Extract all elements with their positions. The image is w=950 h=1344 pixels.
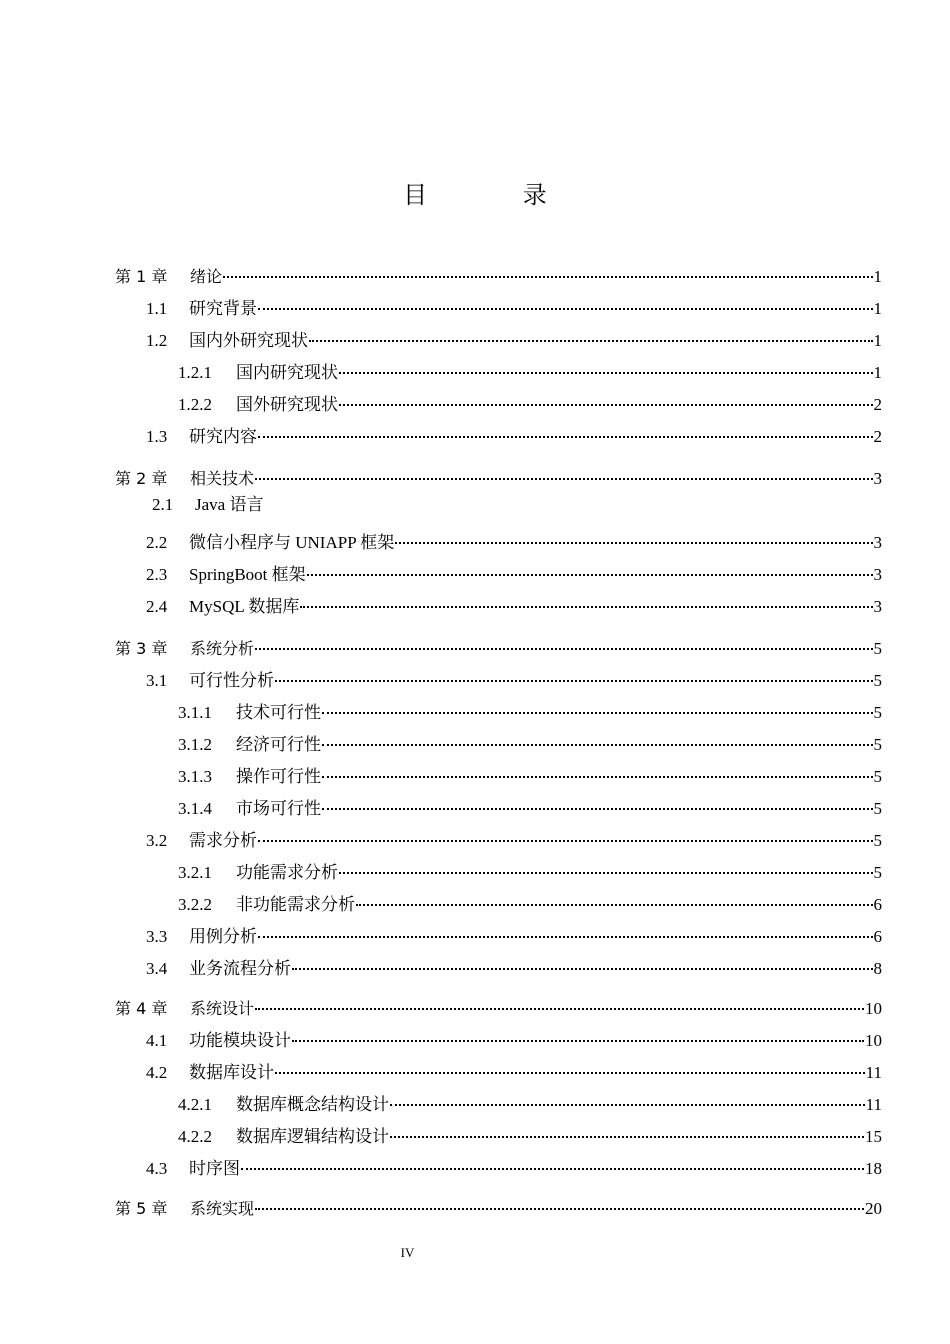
- toc-section-entry[interactable]: [178, 388, 882, 416]
- toc-entry-number: 3.1.2: [178, 735, 212, 754]
- toc-section-entry[interactable]: [146, 590, 882, 618]
- toc-entry-number: 3.2: [146, 831, 168, 850]
- toc-entry-title: 研究内容: [189, 427, 257, 446]
- toc-entry-title: 数据库逻辑结构设计: [236, 1127, 389, 1146]
- toc-entry-page: 5: [873, 863, 882, 882]
- toc-entry-page: 20: [865, 1199, 882, 1218]
- toc-entry-number: 第 3 章: [115, 639, 168, 658]
- toc-dot-leader: [339, 356, 873, 378]
- toc-entry-page: 3: [873, 533, 882, 552]
- toc-chapter-entry[interactable]: [115, 1192, 882, 1220]
- toc-dot-leader: [390, 1088, 865, 1110]
- toc-entry-number: 3.3: [146, 927, 168, 946]
- toc-entry-title: 国内外研究现状: [189, 331, 308, 350]
- toc-entry-title: 系统设计: [190, 999, 255, 1018]
- toc-entry-title: 时序图: [189, 1159, 240, 1178]
- toc-entry-title: MySQL 数据库: [189, 597, 300, 616]
- toc-dot-leader: [258, 824, 873, 846]
- toc-section-entry[interactable]: [178, 356, 882, 384]
- toc-entry-number: 2.2: [146, 533, 168, 552]
- toc-section-entry[interactable]: [146, 558, 882, 586]
- toc-entry-number: 3.2.2: [178, 895, 212, 914]
- toc-entry-page: 2: [873, 427, 882, 446]
- toc-entry-page: 10: [865, 1031, 882, 1050]
- toc-dot-leader: [292, 952, 873, 974]
- toc-entry-page: 10: [865, 999, 882, 1018]
- toc-entry-number: 3.1.1: [178, 703, 212, 722]
- toc-entry-page: 3: [873, 597, 882, 616]
- toc-dot-leader: [322, 728, 873, 750]
- toc-dot-leader: [255, 992, 864, 1014]
- toc-dot-leader: [223, 260, 872, 282]
- toc-entry-page: 3: [873, 469, 882, 488]
- toc-entry-title: 相关技术: [190, 469, 255, 488]
- toc-section-entry[interactable]: [146, 1056, 882, 1084]
- toc-dot-leader: [292, 1024, 864, 1046]
- toc-entry-page: 8: [873, 959, 882, 978]
- toc-section-entry[interactable]: [178, 792, 882, 820]
- toc-entry-number: 3.4: [146, 959, 168, 978]
- toc-entry-page: 3: [873, 565, 882, 584]
- toc-entry-page: 18: [865, 1159, 882, 1178]
- toc-dot-leader: [307, 558, 873, 580]
- toc-dot-leader: [255, 632, 872, 654]
- toc-dot-leader: [255, 1192, 864, 1214]
- toc-entry-number: 第 1 章: [115, 267, 168, 286]
- toc-entry-number: 4.2.1: [178, 1095, 212, 1114]
- toc-entry-title: 技术可行性: [236, 703, 321, 722]
- toc-entry-title: 数据库概念结构设计: [236, 1095, 389, 1114]
- toc-dot-leader: [275, 1056, 865, 1078]
- toc-entry-title: 绪论: [190, 267, 223, 286]
- toc-entry-number: 1.2: [146, 331, 168, 350]
- toc-entry-number: 4.3: [146, 1159, 168, 1178]
- toc-entry-page: 5: [873, 767, 882, 786]
- toc-section-entry[interactable]: [178, 1120, 882, 1148]
- toc-entry-page: 5: [873, 799, 882, 818]
- toc-section-entry[interactable]: [146, 292, 882, 320]
- toc-chapter-entry[interactable]: [115, 462, 882, 490]
- toc-entry-number: 1.1: [146, 299, 168, 318]
- toc-section-entry[interactable]: [178, 888, 882, 916]
- toc-entry-page: 2: [873, 395, 882, 414]
- toc-entry-title: 非功能需求分析: [236, 895, 355, 914]
- toc-dot-leader: [339, 388, 873, 410]
- toc-entry-page: 5: [873, 735, 882, 754]
- toc-section-entry[interactable]: [146, 952, 882, 980]
- toc-dot-leader: [356, 888, 873, 910]
- toc-entry-page: 5: [873, 703, 882, 722]
- toc-entry-page: 6: [873, 895, 882, 914]
- toc-entry-page: 1: [873, 267, 882, 286]
- toc-section-entry[interactable]: [146, 664, 882, 692]
- toc-dot-leader: [275, 664, 873, 686]
- toc-entry-number: 3.2.1: [178, 863, 212, 882]
- toc-entry-number: 4.1: [146, 1031, 168, 1050]
- toc-section-entry[interactable]: [146, 420, 882, 448]
- toc-section-entry[interactable]: [146, 824, 882, 852]
- toc-entry-page: 15: [865, 1127, 882, 1146]
- toc-dot-leader: [258, 920, 873, 942]
- toc-entry-title: 国外研究现状: [236, 395, 338, 414]
- toc-entry-page: 6: [873, 927, 882, 946]
- toc-entry-number: 2.4: [146, 597, 168, 616]
- toc-section-entry[interactable]: [178, 696, 882, 724]
- toc-entry-title: 业务流程分析: [189, 959, 291, 978]
- toc-entry-page: 5: [873, 831, 882, 850]
- toc-entry-title: 可行性分析: [189, 671, 274, 690]
- toc-entry-number: 3.1: [146, 671, 168, 690]
- toc-section-entry[interactable]: [178, 1088, 882, 1116]
- toc-section-entry[interactable]: [178, 856, 882, 884]
- toc-entry-title: 用例分析: [189, 927, 257, 946]
- toc-dot-leader: [300, 590, 872, 612]
- toc-entry-page: 5: [873, 671, 882, 690]
- toc-section-entry[interactable]: [146, 1024, 882, 1052]
- toc-section-entry[interactable]: [152, 494, 882, 516]
- toc-section-entry[interactable]: [178, 728, 882, 756]
- page-number-footer: IV: [400, 1245, 415, 1260]
- toc-dot-leader: [258, 292, 873, 314]
- toc-dot-leader: [322, 696, 873, 718]
- toc-dot-leader: [258, 420, 873, 442]
- toc-entry-number: 1.2.2: [178, 395, 212, 414]
- toc-entry-title: 功能模块设计: [189, 1031, 291, 1050]
- toc-section-entry[interactable]: [178, 760, 882, 788]
- toc-entry-number: 1.3: [146, 427, 168, 446]
- toc-entry-page: 11: [865, 1095, 882, 1114]
- toc-entry-number: 第 4 章: [115, 999, 168, 1018]
- toc-entry-title: 操作可行性: [236, 767, 321, 786]
- toc-entry-number: 4.2: [146, 1063, 168, 1082]
- toc-dot-leader: [339, 856, 873, 878]
- toc-entry-title: 国内研究现状: [236, 363, 338, 382]
- toc-dot-leader: [241, 1152, 864, 1174]
- toc-dot-leader: [390, 1120, 864, 1142]
- toc-entry-title: 市场可行性: [236, 799, 321, 818]
- toc-dot-leader: [395, 526, 872, 548]
- toc-entry-page: 5: [873, 639, 882, 658]
- toc-entry-number: 第 5 章: [115, 1199, 168, 1218]
- toc-entry-title: SpringBoot 框架: [189, 565, 306, 584]
- toc-entry-page: 11: [865, 1063, 882, 1082]
- toc-chapter-entry[interactable]: [115, 632, 882, 660]
- toc-entry-number: 4.2.2: [178, 1127, 212, 1146]
- toc-entry-title: 数据库设计: [189, 1063, 274, 1082]
- toc-entry-title: Java 语言: [195, 495, 264, 514]
- toc-section-entry[interactable]: [146, 920, 882, 948]
- toc-dot-leader: [322, 760, 873, 782]
- toc-entry-number: 2.1: [152, 495, 174, 514]
- toc-entry-number: 3.1.3: [178, 767, 212, 786]
- toc-entry-title: 需求分析: [189, 831, 257, 850]
- toc-section-entry[interactable]: [146, 324, 882, 352]
- toc-entry-page: 1: [873, 331, 882, 350]
- toc-entry-number: 1.2.1: [178, 363, 212, 382]
- toc-entry-page: 1: [873, 299, 882, 318]
- toc-entry-title: 系统实现: [190, 1199, 255, 1218]
- toc-dot-leader: [309, 324, 873, 346]
- toc-entry-number: 第 2 章: [115, 469, 168, 488]
- toc-entry-number: 3.1.4: [178, 799, 212, 818]
- toc-entry-title: 研究背景: [189, 299, 257, 318]
- toc-entry-title: 微信小程序与 UNIAPP 框架: [189, 533, 395, 552]
- toc-chapter-entry[interactable]: [115, 260, 882, 288]
- toc-entry-title: 功能需求分析: [236, 863, 338, 882]
- toc-dot-leader: [322, 792, 873, 814]
- toc-entry-page: 1: [873, 363, 882, 382]
- toc-section-entry[interactable]: [146, 526, 882, 554]
- toc-entry-title: 系统分析: [190, 639, 255, 658]
- toc-dot-leader: [255, 462, 872, 484]
- page-title: 目 录: [403, 181, 591, 209]
- toc-entry-title: 经济可行性: [236, 735, 321, 754]
- toc-entry-number: 2.3: [146, 565, 168, 584]
- toc-chapter-entry[interactable]: [115, 992, 882, 1020]
- toc-section-entry[interactable]: [146, 1152, 882, 1180]
